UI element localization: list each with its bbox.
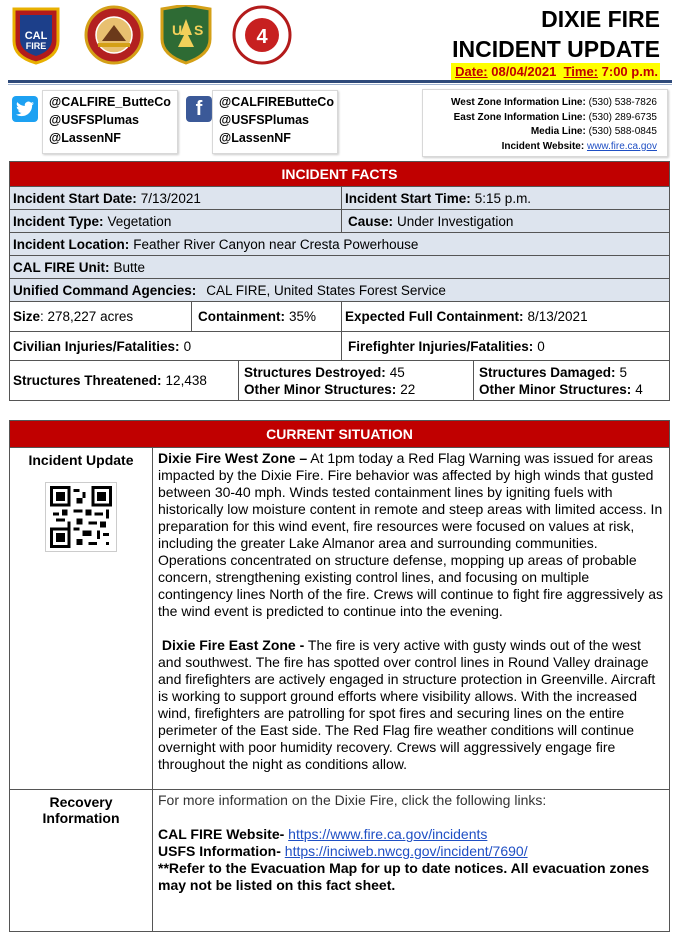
calfire-website-link[interactable]: https://www.fire.ca.gov/incidents <box>288 826 488 842</box>
incident-type-value: Vegetation <box>107 213 172 229</box>
start-time-cell <box>341 187 669 209</box>
date-label: Date: <box>455 64 488 79</box>
containment-value: 35% <box>289 309 317 324</box>
east-zone-paragraph <box>158 637 664 773</box>
recovery-label: Recovery Information <box>42 794 120 826</box>
calfire-website-label: CAL FIRE Website- <box>158 826 285 842</box>
structures-damaged-value: 5 <box>619 364 628 380</box>
containment-cell <box>191 302 341 331</box>
website-label: Incident Website: <box>501 140 585 152</box>
facts-row <box>10 232 669 255</box>
recovery-label-cell <box>10 790 153 932</box>
location-cell <box>10 233 669 255</box>
east-zone-title: Dixie Fire East Zone - <box>161 637 305 653</box>
unit-value: Butte <box>113 259 146 275</box>
svg-text:S: S <box>194 22 204 38</box>
forest-service-logo <box>158 5 210 65</box>
recovery-intro: For more information on the Dixie Fire, click the following links: <box>158 792 547 808</box>
start-date-label: Incident Start Date: <box>13 190 137 206</box>
civilian-injuries-value: 0 <box>183 338 192 354</box>
other-minor-destroyed-label: Other Minor Structures: <box>244 381 397 397</box>
butte-county-seal <box>84 5 136 65</box>
facebook-block <box>186 90 338 154</box>
agencies-label: Unified Command Agencies: <box>13 282 197 298</box>
recovery-text-cell <box>153 790 669 932</box>
current-situation-table <box>9 420 670 932</box>
unit-cell <box>10 256 669 278</box>
incident-update-text-cell <box>153 448 669 789</box>
svg-text:4: 4 <box>256 26 268 48</box>
cal-fire-logo <box>10 5 62 65</box>
twitter-block <box>12 90 178 154</box>
facts-row <box>10 209 669 232</box>
other-minor-damaged-value: 4 <box>635 381 643 397</box>
facts-row <box>10 360 669 400</box>
civilian-injuries-cell <box>10 332 341 360</box>
structures-damaged-cell <box>473 361 669 400</box>
header-rule <box>8 80 672 83</box>
structures-threatened-value: 12,438 <box>165 373 207 388</box>
firefighter-injuries-cell <box>341 332 669 360</box>
unit-label: CAL FIRE Unit: <box>13 259 110 275</box>
facebook-handle[interactable]: @USFSPlumas <box>219 113 309 127</box>
team-4-logo <box>232 5 284 65</box>
location-label: Incident Location: <box>13 236 130 252</box>
west-zone-paragraph <box>158 450 664 620</box>
other-minor-destroyed-value: 22 <box>400 381 416 397</box>
usfs-info-link[interactable]: https://inciweb.nwcg.gov/incident/7690/ <box>284 843 528 859</box>
structures-destroyed-value: 45 <box>389 364 405 380</box>
document-title <box>452 4 660 64</box>
contact-info <box>422 89 668 157</box>
start-date-cell <box>10 187 341 209</box>
twitter-handle[interactable]: @LassenNF <box>49 131 121 145</box>
incident-update-label: Incident Update <box>28 452 134 468</box>
west-line-value: (530) 538-7826 <box>588 97 657 108</box>
time-label: Time: <box>563 64 599 79</box>
civilian-injuries-label: Civilian Injuries/Fatalities: <box>13 338 180 354</box>
start-time-label: Incident Start Time: <box>345 190 471 206</box>
twitter-icon[interactable] <box>12 96 38 122</box>
incident-update-row <box>10 447 669 789</box>
east-line-value: (530) 289-6735 <box>588 111 657 123</box>
date-time-bar <box>451 63 660 80</box>
cause-value: Under Investigation <box>397 213 514 229</box>
firefighter-injuries-label: Firefighter Injuries/Fatalities: <box>348 338 534 354</box>
title-line-2: INCIDENT UPDATE <box>452 36 660 62</box>
facts-row <box>10 278 669 301</box>
incident-type-cell <box>10 210 341 232</box>
west-line-label: West Zone Information Line: <box>451 97 586 108</box>
facebook-handle[interactable]: @LassenNF <box>219 131 291 145</box>
agencies-cell <box>10 279 669 301</box>
date-value: 08/04/2021 <box>491 64 557 79</box>
media-line-label: Media Line: <box>530 126 586 137</box>
incident-facts-heading: INCIDENT FACTS <box>10 162 669 186</box>
twitter-handles <box>42 90 178 154</box>
expected-containment-cell <box>341 302 669 331</box>
facebook-handle[interactable]: @CALFIREButteCo <box>219 95 334 109</box>
location-value: Feather River Canyon near Cresta Powerhouse <box>133 236 419 252</box>
usfs-info-label: USFS Information- <box>158 843 281 859</box>
east-line-label: East Zone Information Line: <box>453 111 586 123</box>
structures-threatened-cell <box>10 361 238 400</box>
logo-row <box>10 5 284 69</box>
west-zone-text: At 1pm today a Red Flag Warning was issued for areas impacted by the Dixie Fire. Fire behavior was affected by high winds that gusted between 30-40 mph. Winds tested containment lines by igniting fuels with historically low moisture content in remote and steep areas with limited access. In preparation for this wind event, fire resources were focused on values at risk, including the greater Lake Almanor area and surrounding communities. Operations concentrated on structure defense, mopping up areas of probable concern, strengthening existing control lines, and focusing on multiple contingency lines North of the fire. Crews will continue to fight fire aggressively as the wind event is predicted to continue into the evening. <box>158 450 664 619</box>
time-value: 7:00 p.m. <box>601 64 658 79</box>
facts-row <box>10 186 669 209</box>
structures-damaged-label: Structures Damaged: <box>479 364 616 380</box>
svg-text:FIRE: FIRE <box>25 41 47 51</box>
header-rule-thin <box>8 84 672 85</box>
incident-type-label: Incident Type: <box>13 213 104 229</box>
qr-code-icon[interactable] <box>45 482 117 552</box>
size-value: : 278,227 acres <box>40 309 134 324</box>
structures-destroyed-cell <box>238 361 473 400</box>
east-zone-text: The fire is very active with gusty winds out of the west and southwest. The fire has spotted over control lines in Round Valley drainage and firefighters are actively engaged in structure protection in Greenville. Aircraft is working to support ground efforts where visibility allows. With the increased wind, firefighters are patrolling for spot fires and securing lines on the entire perimeter of the East side. The Red Flag fire weather conditions will continue overnight with poor humidity recovery. Crews will aggressively engage fire throughout the night as conditions allow. <box>158 637 656 772</box>
website-link[interactable]: www.fire.ca.gov <box>586 140 657 152</box>
facebook-handles <box>212 90 338 154</box>
facts-row <box>10 331 669 360</box>
svg-text:U: U <box>172 22 183 38</box>
incident-update-label-cell <box>10 448 153 789</box>
structures-destroyed-label: Structures Destroyed: <box>244 364 386 380</box>
cause-cell <box>341 210 669 232</box>
containment-label: Containment: <box>198 309 285 324</box>
expected-containment-label: Expected Full Containment: <box>345 309 524 324</box>
twitter-handle[interactable]: @USFSPlumas <box>49 113 139 127</box>
agencies-value: CAL FIRE, United States Forest Service <box>206 282 446 298</box>
firefighter-injuries-value: 0 <box>537 338 545 354</box>
cause-label: Cause: <box>348 213 394 229</box>
current-situation-heading: CURRENT SITUATION <box>10 421 669 447</box>
size-label: Size <box>13 309 41 324</box>
other-minor-damaged-label: Other Minor Structures: <box>479 381 632 397</box>
incident-facts-table <box>9 161 670 401</box>
expected-containment-value: 8/13/2021 <box>527 309 588 324</box>
structures-threatened-label: Structures Threatened: <box>13 373 162 388</box>
start-time-value: 5:15 p.m. <box>474 190 532 206</box>
facebook-icon[interactable]: f <box>186 96 212 122</box>
facts-row <box>10 301 669 331</box>
size-cell <box>10 302 191 331</box>
title-line-1: DIXIE FIRE <box>541 6 660 32</box>
svg-text:CAL: CAL <box>24 30 48 42</box>
facts-row <box>10 255 669 278</box>
twitter-handle[interactable]: @CALFIRE_ButteCo <box>49 95 171 109</box>
recovery-info-row <box>10 789 669 932</box>
evacuation-note: **Refer to the Evacuation Map for up to date notices. All evacuation zones may not be listed on this fact sheet. <box>158 860 650 893</box>
media-line-value: (530) 588-0845 <box>588 126 657 137</box>
west-zone-title: Dixie Fire West Zone – <box>158 450 308 466</box>
start-date-value: 7/13/2021 <box>140 190 201 206</box>
